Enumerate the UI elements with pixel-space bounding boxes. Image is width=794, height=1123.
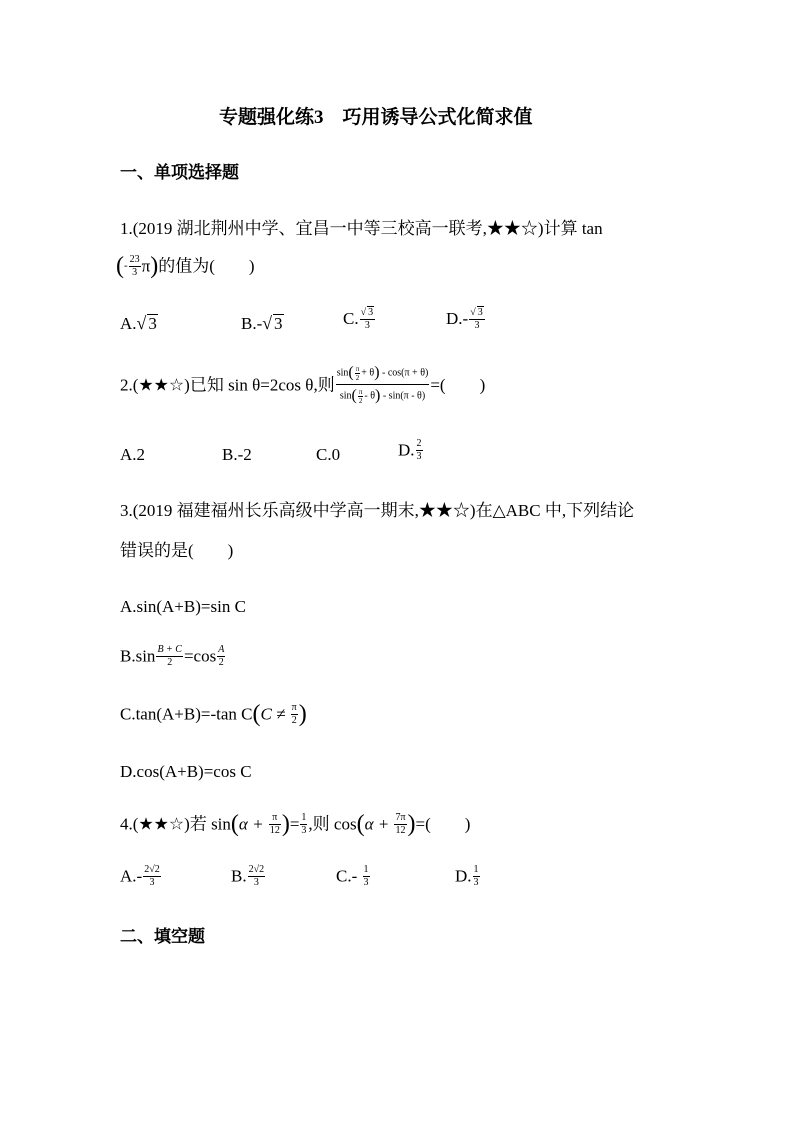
fraction-b-plus-c-over-2: $\frac{B + C}{2}$ bbox=[157, 644, 182, 668]
question-4-option-d bbox=[455, 864, 481, 888]
paren-close: ) bbox=[150, 253, 159, 279]
fraction-2-over-3: $\frac{2}{3}$ bbox=[416, 438, 422, 462]
difficulty-stars: ★★☆ bbox=[138, 814, 185, 834]
numerator: √ 3 bbox=[470, 307, 483, 318]
cos-label: =cos bbox=[183, 646, 217, 666]
option-label: B. bbox=[231, 866, 247, 886]
difficulty-stars: ★★☆ bbox=[418, 501, 470, 520]
question-2-option-c: C.0 bbox=[316, 445, 341, 464]
question-1-line-1 bbox=[120, 220, 603, 237]
question-3-line-2: 错误的是( ) bbox=[120, 541, 234, 560]
trig-fraction bbox=[336, 364, 430, 406]
numerator: 23 bbox=[129, 254, 140, 265]
alpha-term: α + bbox=[238, 814, 268, 834]
radicand: 3 bbox=[274, 314, 283, 333]
option-label: A. bbox=[120, 314, 137, 333]
difficulty-stars: ★★☆ bbox=[138, 375, 185, 395]
option-label: C.- bbox=[336, 866, 362, 886]
option-label: C.tan(A+B)=-tan C bbox=[120, 704, 253, 724]
question-4-option-a bbox=[120, 864, 162, 888]
sqrt-symbol: √ bbox=[262, 313, 273, 333]
denominator: 3 bbox=[360, 319, 376, 332]
question-1-option-c bbox=[343, 306, 376, 331]
question-2-option-d bbox=[398, 438, 424, 462]
pi-over-2: $\frac{\pi}{2}$ bbox=[358, 388, 363, 406]
fraction-a-over-2: $\frac{A}{2}$ bbox=[218, 644, 225, 668]
question-2-stem bbox=[120, 364, 485, 406]
question-3-line-1 bbox=[120, 502, 634, 519]
question-4-option-c bbox=[336, 864, 371, 888]
option-label: A.- bbox=[120, 866, 143, 886]
option-label: D. bbox=[455, 866, 472, 886]
section-heading-single-choice: 一、单项选择题 bbox=[120, 163, 239, 182]
question-1-stem: )计算 tan bbox=[537, 219, 603, 238]
question-4-stem: 4.(★★☆)若 sin(α + $\frac{\pi}{12}$ )= $\frac{1}{3}$ ,则 cos(α + $\frac{7\pi}{12}$ )=( ) bbox=[120, 811, 471, 837]
option-label: C. bbox=[343, 309, 359, 328]
option-label: D. bbox=[398, 440, 415, 460]
page-title: 专题强化练3 巧用诱导公式化简求值 bbox=[219, 107, 533, 128]
paren-open: ( bbox=[116, 253, 124, 279]
question-1-option-a bbox=[120, 314, 158, 333]
fraction-sqrt3-over-3 bbox=[360, 306, 376, 331]
minus-sign: - bbox=[124, 259, 128, 272]
question-3-stem: )在△ABC 中,下列结论 bbox=[469, 501, 635, 520]
radicand: 3 bbox=[148, 314, 157, 333]
alpha-term: α + bbox=[364, 814, 394, 834]
fraction-7pi-over-12: $\frac{7\pi}{12}$ bbox=[395, 812, 406, 836]
option-label: B.sin bbox=[120, 646, 156, 666]
question-number: 2.( bbox=[120, 375, 139, 395]
denominator: 3 bbox=[469, 319, 485, 332]
pi-over-2: $\frac{\pi}{2}$ bbox=[355, 364, 360, 382]
question-2-option-b: B.-2 bbox=[222, 445, 252, 464]
question-number: 4.( bbox=[120, 814, 139, 834]
fraction-pi-over-2: $\frac{\pi}{2}$ bbox=[291, 702, 297, 726]
sin-label: )若 sin bbox=[184, 814, 231, 834]
denominator: 3 bbox=[129, 266, 141, 279]
question-1-option-b bbox=[241, 314, 284, 333]
question-3-source: 3.(2019 福建福州长乐高级中学高一期末, bbox=[120, 501, 419, 520]
question-1-option-d bbox=[446, 306, 486, 331]
question-1-tail: 的值为( ) bbox=[158, 256, 255, 276]
fraction-sqrt3-over-3 bbox=[469, 306, 485, 331]
question-4-option-b bbox=[231, 864, 266, 888]
fraction: $\frac{2√2}{3}$ bbox=[248, 864, 265, 888]
section-heading-fill-in: 二、填空题 bbox=[120, 927, 205, 946]
question-2-option-a: A.2 bbox=[120, 445, 146, 464]
fraction-pi-over-12: $\frac{\pi}{12}$ bbox=[269, 812, 280, 836]
question-2-text: )已知 sin θ=2cos θ,则 bbox=[184, 375, 335, 395]
condition: C ≠ bbox=[260, 704, 290, 724]
fraction: $\frac{1}{3}$ bbox=[473, 864, 479, 888]
question-3-option-a: A.sin(A+B)=sin C bbox=[120, 597, 246, 616]
question-1-source: 1.(2019 湖北荆州中学、宜昌一中等三校高一联考, bbox=[120, 219, 487, 238]
difficulty-stars: ★★☆ bbox=[486, 219, 538, 238]
answer-blank: =( ) bbox=[430, 375, 486, 395]
fraction: $\frac{1}{3}$ bbox=[363, 864, 369, 888]
trig-denominator: sin( $\frac{\pi}{2}$ - θ) - sin(π - θ) bbox=[336, 384, 430, 405]
option-label: B.- bbox=[241, 314, 263, 333]
fraction-1-over-3: $\frac{1}{3}$ bbox=[301, 812, 307, 836]
fraction: $\frac{2√2}{3}$ bbox=[144, 864, 160, 888]
sqrt-symbol: √ bbox=[136, 313, 147, 333]
trig-numerator: sin( $\frac{\pi}{2}$ + θ) - cos(π + θ) bbox=[336, 364, 429, 382]
numerator: √ 3 bbox=[360, 307, 374, 318]
question-1-line-2 bbox=[116, 254, 255, 278]
pi-symbol: π bbox=[141, 256, 151, 276]
answer-blank: =( ) bbox=[415, 814, 471, 834]
question-3-option-d: D.cos(A+B)=cos C bbox=[120, 762, 252, 781]
cos-label: ,则 cos bbox=[308, 814, 357, 834]
question-3-option-b bbox=[120, 644, 226, 668]
option-label: D.- bbox=[446, 309, 469, 328]
question-3-option-c: C.tan(A+B)=-tan C(C ≠ $\frac{\pi}{2}$ ) bbox=[120, 701, 307, 727]
fraction-23-over-3 bbox=[129, 254, 141, 278]
